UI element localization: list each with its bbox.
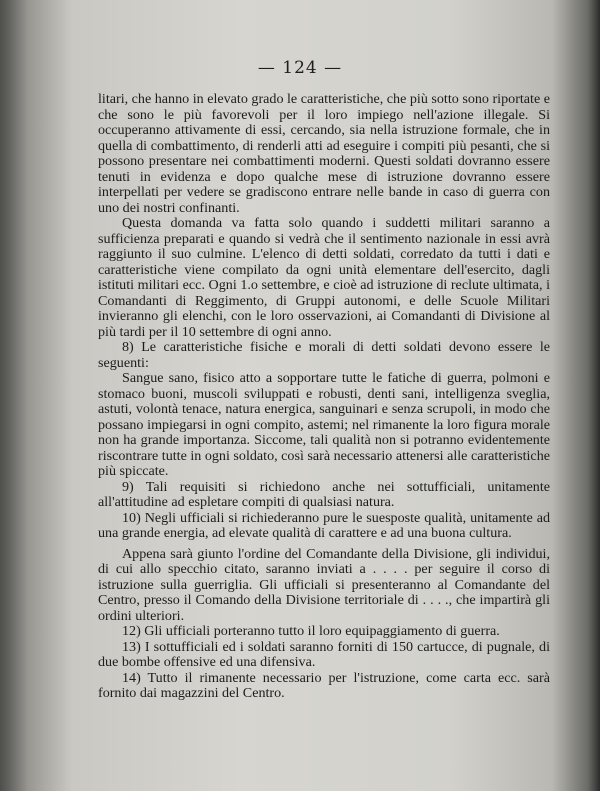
paragraph: 14) Tutto il rimanente necessario per l'istruzione, come carta ecc. sarà fornito dai magazzini del Centro. <box>98 669 550 701</box>
page-body <box>98 92 550 702</box>
paragraph: Appena sarà giunto l'ordine del Comandante della Divisione, gli individui, di cui allo specchio citato, saranno inviati a . . . . per seguire il corso di istruzione sulla guerriglia. Gli ufficiali si presenteranno al Comandante del Centro, presso il Comando della Divisione territoriale di . . . ., che impartirà gli ordini ulteriori. <box>98 545 550 624</box>
paragraph: Sangue sano, fisico atto a sopportare tutte le fatiche di guerra, polmoni e stomaco buoni, muscoli sviluppati e robusti, denti sani, intelligenza sveglia, astuti, volontà tenace, natura energica, sanguinari e senza scrupoli, in modo che possano impiegarsi in ogni compito, astemi; nel rimanente la loro figura morale non ha grande importanza. Siccome, tali qualità non si potranno evidentemente riscontrare tutte in ogni soldato, così sarà necessario attenersi alle caratteristiche più spiccate. <box>98 370 550 479</box>
paragraph: litari, che hanno in elevato grado le caratteristiche, che più sotto sono riportate e che sono le più favorevoli per il loro impiego nell'azione illegale. Si occuperanno attivamente di essi, cercando, sia nella istruzione formale, che in quella di combattimento, di renderli atti ad eseguire i compiti più pesanti, che si possono presentare nei combattimenti moderni. Questi soldati dovranno essere tenuti in evidenza e dopo qualche mese di istruzione dovranno essere interpellati per vedere se gradiscono entrare nelle bande in caso di guerra con uno dei nostri confinanti. <box>98 91 551 216</box>
paragraph: 9) Tali requisiti si richiedono anche nei sottufficiali, unitamente all'attitudine ad espletare compiti di qualsiasi natura. <box>98 478 550 510</box>
page-number: — 124 — <box>257 58 343 78</box>
paragraph: 8) Le caratteristiche fisiche e morali di detti soldati devono essere le seguenti: <box>98 339 550 371</box>
paragraph: 13) I sottufficiali ed i soldati saranno forniti di 150 cartucce, di pugnale, di due bombe offensive ed una difensiva. <box>98 638 550 670</box>
paragraph: 10) Negli ufficiali si richiederanno pure le suesposte qualità, unitamente ad una grande energia, ad elevate qualità di carattere e ad una buona cultura. <box>98 509 550 541</box>
paragraph: Questa domanda va fatta solo quando i suddetti militari saranno a sufficienza preparati e quando si vedrà che il sentimento nazionale in essi avrà raggiunto il suo culmine. L'elenco di detti soldati, corredato da tutti i dati e caratteristiche viene compilato da ogni unità elementare dell'esercito, dagli istituti militari ecc. Ogni 1.o settembre, e cioè ad istruzione di reclute ultimata, i Comandanti di Reggimento, di Gruppi autonomi, e delle Scuole Militari invieranno gli elenchi, con le loro osservazioni, ai Comandanti di Divisione al più tardi per il 10 settembre di ogni anno. <box>98 215 550 340</box>
paragraph: 12) Gli ufficiali porteranno tutto il loro equipaggiamento di guerra. <box>122 623 500 639</box>
binding-shadow <box>0 0 28 791</box>
